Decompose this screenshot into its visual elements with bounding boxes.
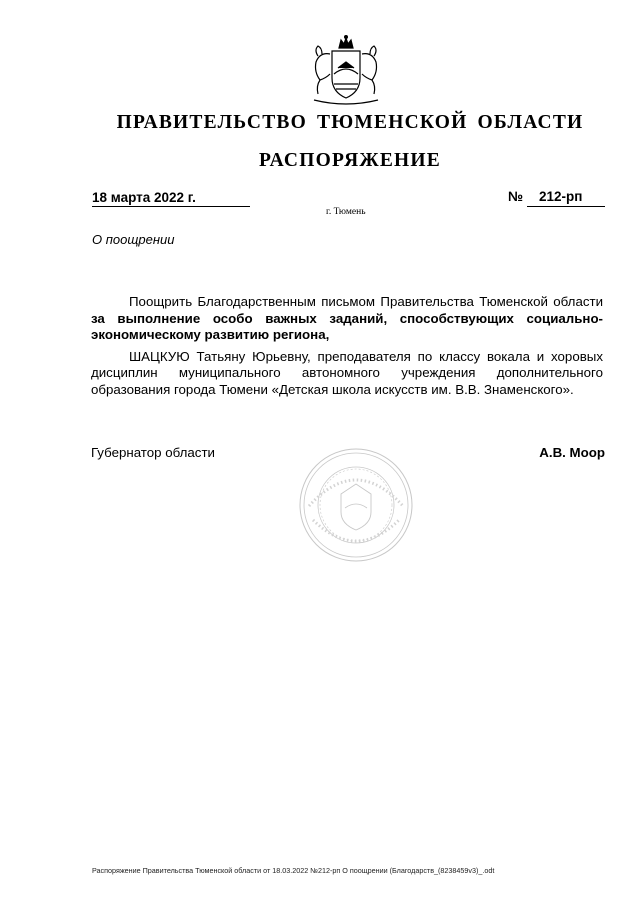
document-body	[91, 294, 603, 398]
coat-of-arms-icon	[308, 34, 384, 108]
government-title: ПРАВИТЕЛЬСТВО ТЮМЕНСКОЙ ОБЛАСТИ	[116, 112, 584, 133]
number-sign: №	[508, 189, 524, 204]
number-underline	[527, 189, 605, 207]
document-number: 212-рп	[539, 189, 583, 204]
city-label: г. Тюмень	[326, 207, 366, 217]
document-number-field	[508, 189, 605, 206]
signatory-name: А.В. Моор	[539, 445, 605, 460]
p1-bold-text: за выполнение особо важных заданий, способствующих социально-экономическому развитию региона,	[91, 310, 603, 342]
document-subject: О поощрении	[92, 232, 175, 247]
document-date-field	[92, 189, 250, 207]
document-type-title: РАСПОРЯЖЕНИЕ	[259, 150, 441, 171]
document-footer: Распоряжение Правительства Тюменской области от 18.03.2022 №212-рп О поощрении (Благодарств_(8238459v3)_.odt	[92, 866, 495, 875]
document-date: 18 марта 2022 г.	[92, 190, 196, 205]
signatory-role: Губернатор области	[91, 445, 215, 460]
official-seal-icon	[297, 446, 415, 564]
p1-plain-text: Поощрить Благодарственным письмом Правительства Тюменской области	[129, 294, 603, 309]
body-paragraph-2: ШАЦКУЮ Татьяну Юрьевну, преподавателя по классу вокала и хоровых дисциплин муниципального автономного учреждения дополнительного образования города Тюмени «Детская школа искусств им. В.В. Знаменского».	[91, 348, 603, 397]
body-paragraph-1	[91, 294, 603, 344]
